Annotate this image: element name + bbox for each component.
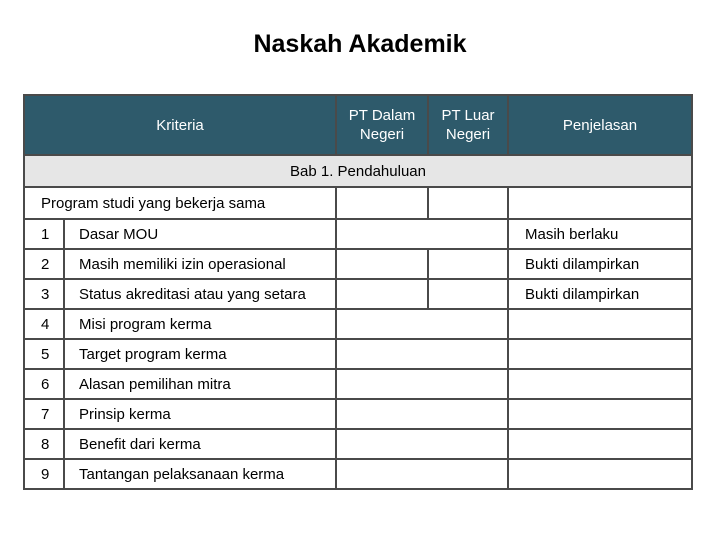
table-row — [24, 279, 692, 309]
row-penjelasan[interactable] — [508, 459, 692, 489]
table-row — [24, 309, 692, 339]
row-kriteria: Target program kerma — [64, 339, 336, 369]
row-pt-cell[interactable] — [336, 399, 508, 429]
table-row — [24, 219, 692, 249]
table-row — [24, 339, 692, 369]
row-number: 7 — [24, 399, 64, 429]
row-kriteria: Alasan pemilihan mitra — [64, 369, 336, 399]
row-pt-cell[interactable] — [336, 369, 508, 399]
section-row — [24, 155, 692, 187]
header-kriteria: Kriteria — [24, 95, 336, 155]
table-row — [24, 429, 692, 459]
header-penjelasan: Penjelasan — [508, 95, 692, 155]
row-pt-cell[interactable] — [336, 219, 508, 249]
table-row — [24, 399, 692, 429]
row-pt-dalam-cell[interactable] — [336, 249, 428, 279]
row-kriteria: Misi program kerma — [64, 309, 336, 339]
row-penjelasan[interactable] — [508, 309, 692, 339]
program-pt-luar-cell[interactable] — [428, 187, 508, 219]
row-number: 2 — [24, 249, 64, 279]
row-penjelasan: Bukti dilampirkan — [508, 249, 692, 279]
row-number: 4 — [24, 309, 64, 339]
kriteria-table — [23, 94, 693, 490]
row-kriteria: Masih memiliki izin operasional — [64, 249, 336, 279]
table-row — [24, 459, 692, 489]
row-pt-cell[interactable] — [336, 309, 508, 339]
program-label: Program studi yang bekerja sama — [24, 187, 336, 219]
row-penjelasan[interactable] — [508, 399, 692, 429]
row-penjelasan: Masih berlaku — [508, 219, 692, 249]
table-row — [24, 249, 692, 279]
row-penjelasan[interactable] — [508, 339, 692, 369]
header-pt-dalam-line2: Negeri — [359, 126, 405, 143]
row-number: 9 — [24, 459, 64, 489]
row-number: 5 — [24, 339, 64, 369]
row-penjelasan: Bukti dilampirkan — [508, 279, 692, 309]
header-pt-dalam-negeri — [336, 95, 428, 155]
program-penjelasan-cell[interactable] — [508, 187, 692, 219]
header-pt-luar-line2: Negeri — [445, 126, 491, 143]
row-penjelasan[interactable] — [508, 369, 692, 399]
row-number: 8 — [24, 429, 64, 459]
row-penjelasan[interactable] — [508, 429, 692, 459]
row-kriteria: Prinsip kerma — [64, 399, 336, 429]
header-pt-luar-negeri — [428, 95, 508, 155]
row-pt-cell[interactable] — [336, 339, 508, 369]
header-pt-dalam-line1: PT Dalam — [348, 107, 416, 124]
program-pt-dalam-cell[interactable] — [336, 187, 428, 219]
row-pt-cell[interactable] — [336, 429, 508, 459]
row-number: 6 — [24, 369, 64, 399]
header-pt-luar-line1: PT Luar — [441, 107, 495, 124]
row-pt-cell[interactable] — [336, 459, 508, 489]
program-row — [24, 187, 692, 219]
table-row — [24, 369, 692, 399]
row-number: 1 — [24, 219, 64, 249]
row-pt-luar-cell[interactable] — [428, 279, 508, 309]
row-pt-luar-cell[interactable] — [428, 249, 508, 279]
section-title: Bab 1. Pendahuluan — [24, 155, 692, 187]
row-number: 3 — [24, 279, 64, 309]
row-kriteria: Dasar MOU — [64, 219, 336, 249]
row-kriteria: Benefit dari kerma — [64, 429, 336, 459]
row-pt-dalam-cell[interactable] — [336, 279, 428, 309]
row-kriteria: Status akreditasi atau yang setara — [64, 279, 336, 309]
row-kriteria: Tantangan pelaksanaan kerma — [64, 459, 336, 489]
document-title: Naskah Akademik — [253, 30, 467, 58]
table-header-row — [24, 95, 692, 155]
